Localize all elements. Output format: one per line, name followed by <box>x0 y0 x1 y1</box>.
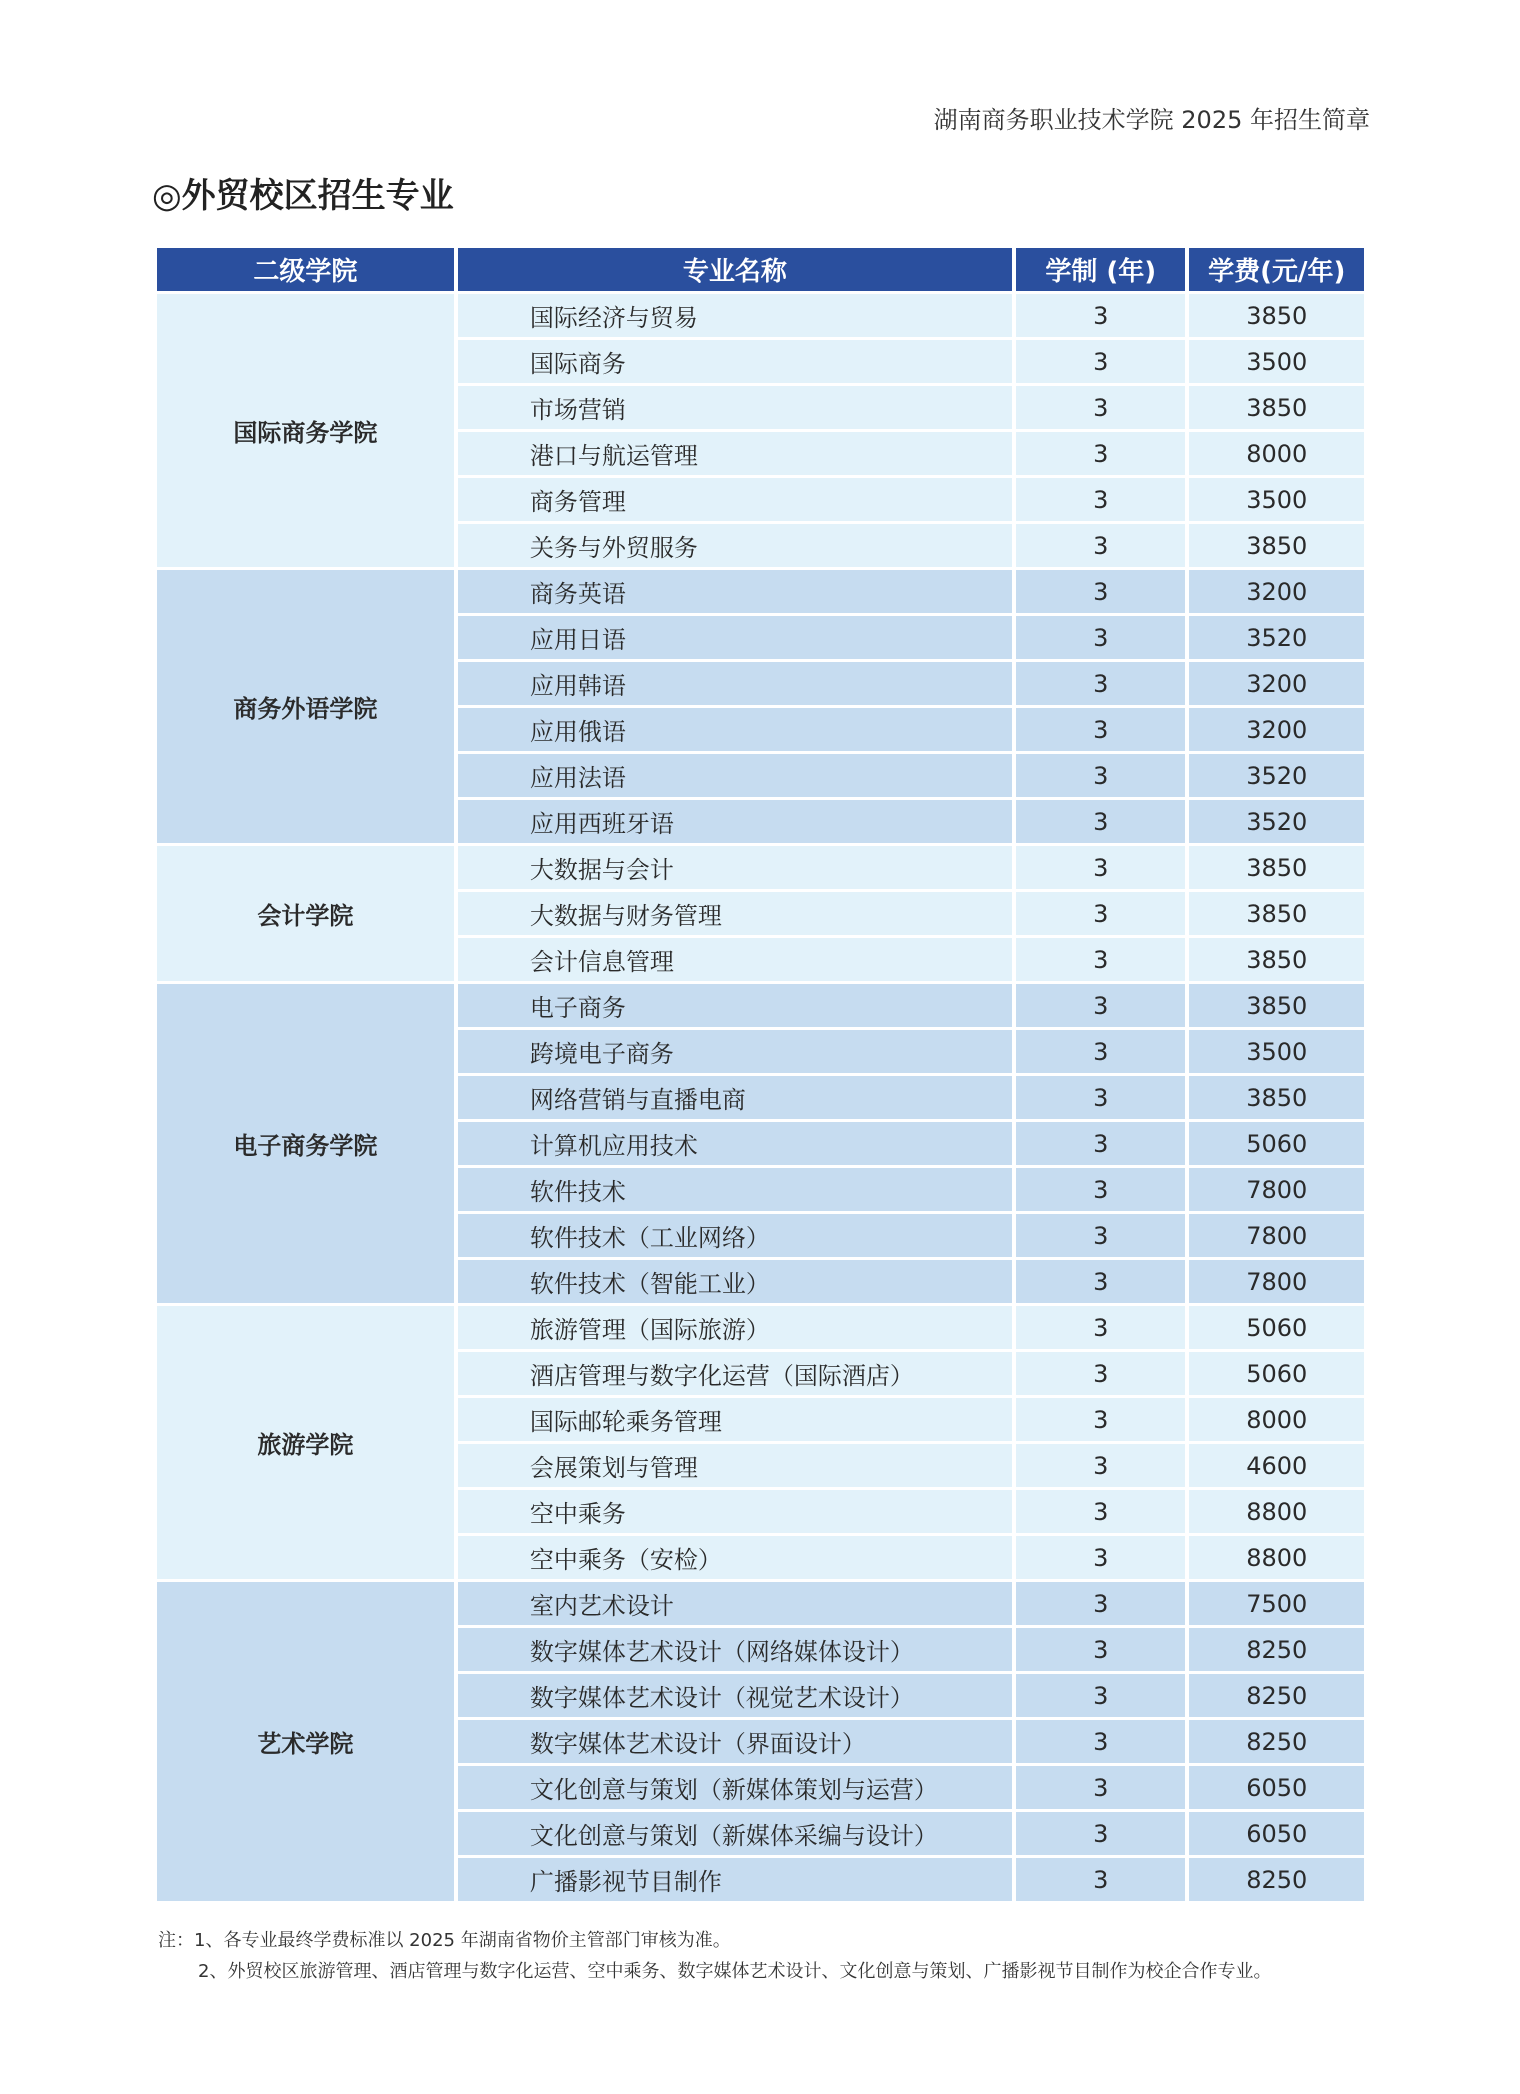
years-cell: 3 <box>1016 1352 1185 1395</box>
column-header-years: 学制 (年) <box>1016 248 1185 291</box>
major-cell: 文化创意与策划（新媒体采编与设计） <box>458 1812 1012 1855</box>
fee-cell: 4600 <box>1189 1444 1364 1487</box>
major-cell: 空中乘务（安检） <box>458 1536 1012 1579</box>
years-cell: 3 <box>1016 1858 1185 1901</box>
years-cell: 3 <box>1016 1260 1185 1303</box>
major-cell: 港口与航运管理 <box>458 432 1012 475</box>
major-cell: 国际邮轮乘务管理 <box>458 1398 1012 1441</box>
table-row <box>157 846 1364 889</box>
years-cell: 3 <box>1016 1398 1185 1441</box>
major-cell: 软件技术 <box>458 1168 1012 1211</box>
years-cell: 3 <box>1016 938 1185 981</box>
years-cell: 3 <box>1016 524 1185 567</box>
years-cell: 3 <box>1016 1214 1185 1257</box>
table-row <box>157 1582 1364 1625</box>
fee-cell: 3500 <box>1189 340 1364 383</box>
major-cell: 软件技术（工业网络） <box>458 1214 1012 1257</box>
years-cell: 3 <box>1016 570 1185 613</box>
fee-cell: 3850 <box>1189 846 1364 889</box>
fee-cell: 3520 <box>1189 616 1364 659</box>
years-cell: 3 <box>1016 1812 1185 1855</box>
fee-cell: 3500 <box>1189 1030 1364 1073</box>
fee-cell: 3500 <box>1189 478 1364 521</box>
section-title: ◎外贸校区招生专业 <box>152 176 454 216</box>
major-cell: 室内艺术设计 <box>458 1582 1012 1625</box>
major-cell: 会展策划与管理 <box>458 1444 1012 1487</box>
years-cell: 3 <box>1016 616 1185 659</box>
major-cell: 软件技术（智能工业） <box>458 1260 1012 1303</box>
major-cell: 计算机应用技术 <box>458 1122 1012 1165</box>
years-cell: 3 <box>1016 708 1185 751</box>
college-cell: 旅游学院 <box>157 1306 454 1579</box>
fee-cell: 8000 <box>1189 432 1364 475</box>
fee-cell: 3200 <box>1189 570 1364 613</box>
years-cell: 3 <box>1016 662 1185 705</box>
major-cell: 商务英语 <box>458 570 1012 613</box>
major-cell: 大数据与会计 <box>458 846 1012 889</box>
years-cell: 3 <box>1016 754 1185 797</box>
fee-cell: 8250 <box>1189 1628 1364 1671</box>
major-cell: 数字媒体艺术设计（界面设计） <box>458 1720 1012 1763</box>
fee-cell: 5060 <box>1189 1352 1364 1395</box>
years-cell: 3 <box>1016 1444 1185 1487</box>
major-cell: 数字媒体艺术设计（视觉艺术设计） <box>458 1674 1012 1717</box>
years-cell: 3 <box>1016 1582 1185 1625</box>
major-cell: 旅游管理（国际旅游） <box>458 1306 1012 1349</box>
fee-cell: 8250 <box>1189 1720 1364 1763</box>
table-row <box>157 570 1364 613</box>
college-cell: 商务外语学院 <box>157 570 454 843</box>
years-cell: 3 <box>1016 1720 1185 1763</box>
years-cell: 3 <box>1016 386 1185 429</box>
major-cell: 商务管理 <box>458 478 1012 521</box>
fee-cell: 3850 <box>1189 524 1364 567</box>
footnotes <box>158 1925 1271 1987</box>
major-cell: 网络营销与直播电商 <box>458 1076 1012 1119</box>
years-cell: 3 <box>1016 1076 1185 1119</box>
table-row <box>157 1306 1364 1349</box>
major-cell: 酒店管理与数字化运营（国际酒店） <box>458 1352 1012 1395</box>
years-cell: 3 <box>1016 1030 1185 1073</box>
major-cell: 文化创意与策划（新媒体策划与运营） <box>458 1766 1012 1809</box>
fee-cell: 8250 <box>1189 1858 1364 1901</box>
fee-cell: 3200 <box>1189 708 1364 751</box>
document-header: 湖南商务职业技术学院 2025 年招生简章 <box>933 106 1370 134</box>
column-header-fee: 学费(元/年) <box>1189 248 1364 291</box>
major-cell: 电子商务 <box>458 984 1012 1027</box>
column-header-major: 专业名称 <box>458 248 1012 291</box>
years-cell: 3 <box>1016 1168 1185 1211</box>
years-cell: 3 <box>1016 1490 1185 1533</box>
major-cell: 国际商务 <box>458 340 1012 383</box>
fee-cell: 8800 <box>1189 1536 1364 1579</box>
major-cell: 跨境电子商务 <box>458 1030 1012 1073</box>
table-header-row <box>157 248 1364 291</box>
college-cell: 国际商务学院 <box>157 294 454 567</box>
fee-cell: 7500 <box>1189 1582 1364 1625</box>
years-cell: 3 <box>1016 432 1185 475</box>
major-cell: 会计信息管理 <box>458 938 1012 981</box>
college-cell: 艺术学院 <box>157 1582 454 1901</box>
major-cell: 空中乘务 <box>458 1490 1012 1533</box>
years-cell: 3 <box>1016 294 1185 337</box>
years-cell: 3 <box>1016 846 1185 889</box>
majors-table <box>153 245 1368 1904</box>
fee-cell: 5060 <box>1189 1306 1364 1349</box>
major-cell: 大数据与财务管理 <box>458 892 1012 935</box>
fee-cell: 3850 <box>1189 1076 1364 1119</box>
major-cell: 数字媒体艺术设计（网络媒体设计） <box>458 1628 1012 1671</box>
table-row <box>157 294 1364 337</box>
fee-cell: 6050 <box>1189 1766 1364 1809</box>
major-cell: 国际经济与贸易 <box>458 294 1012 337</box>
fee-cell: 5060 <box>1189 1122 1364 1165</box>
years-cell: 3 <box>1016 800 1185 843</box>
years-cell: 3 <box>1016 984 1185 1027</box>
fee-cell: 3520 <box>1189 800 1364 843</box>
fee-cell: 3850 <box>1189 892 1364 935</box>
fee-cell: 3850 <box>1189 984 1364 1027</box>
fee-cell: 7800 <box>1189 1168 1364 1211</box>
fee-cell: 3200 <box>1189 662 1364 705</box>
footnote-1: 注：1、各专业最终学费标准以 2025 年湖南省物价主管部门审核为准。 <box>158 1930 731 1951</box>
major-cell: 应用日语 <box>458 616 1012 659</box>
fee-cell: 7800 <box>1189 1260 1364 1303</box>
college-cell: 电子商务学院 <box>157 984 454 1303</box>
years-cell: 3 <box>1016 1536 1185 1579</box>
years-cell: 3 <box>1016 1766 1185 1809</box>
major-cell: 应用法语 <box>458 754 1012 797</box>
column-header-college: 二级学院 <box>157 248 454 291</box>
major-cell: 广播影视节目制作 <box>458 1858 1012 1901</box>
major-cell: 市场营销 <box>458 386 1012 429</box>
years-cell: 3 <box>1016 892 1185 935</box>
fee-cell: 3850 <box>1189 386 1364 429</box>
fee-cell: 8800 <box>1189 1490 1364 1533</box>
years-cell: 3 <box>1016 1674 1185 1717</box>
fee-cell: 3520 <box>1189 754 1364 797</box>
years-cell: 3 <box>1016 478 1185 521</box>
major-cell: 应用韩语 <box>458 662 1012 705</box>
fee-cell: 7800 <box>1189 1214 1364 1257</box>
table-row <box>157 984 1364 1027</box>
years-cell: 3 <box>1016 1306 1185 1349</box>
major-cell: 应用俄语 <box>458 708 1012 751</box>
fee-cell: 8000 <box>1189 1398 1364 1441</box>
fee-cell: 3850 <box>1189 938 1364 981</box>
years-cell: 3 <box>1016 340 1185 383</box>
footnote-2: 2、外贸校区旅游管理、酒店管理与数字化运营、空中乘务、数字媒体艺术设计、文化创意与策划、广播影视节目制作为校企合作专业。 <box>198 1961 1272 1982</box>
major-cell: 关务与外贸服务 <box>458 524 1012 567</box>
fee-cell: 3850 <box>1189 294 1364 337</box>
college-cell: 会计学院 <box>157 846 454 981</box>
years-cell: 3 <box>1016 1122 1185 1165</box>
major-cell: 应用西班牙语 <box>458 800 1012 843</box>
fee-cell: 6050 <box>1189 1812 1364 1855</box>
fee-cell: 8250 <box>1189 1674 1364 1717</box>
table-body <box>157 294 1364 1901</box>
years-cell: 3 <box>1016 1628 1185 1671</box>
